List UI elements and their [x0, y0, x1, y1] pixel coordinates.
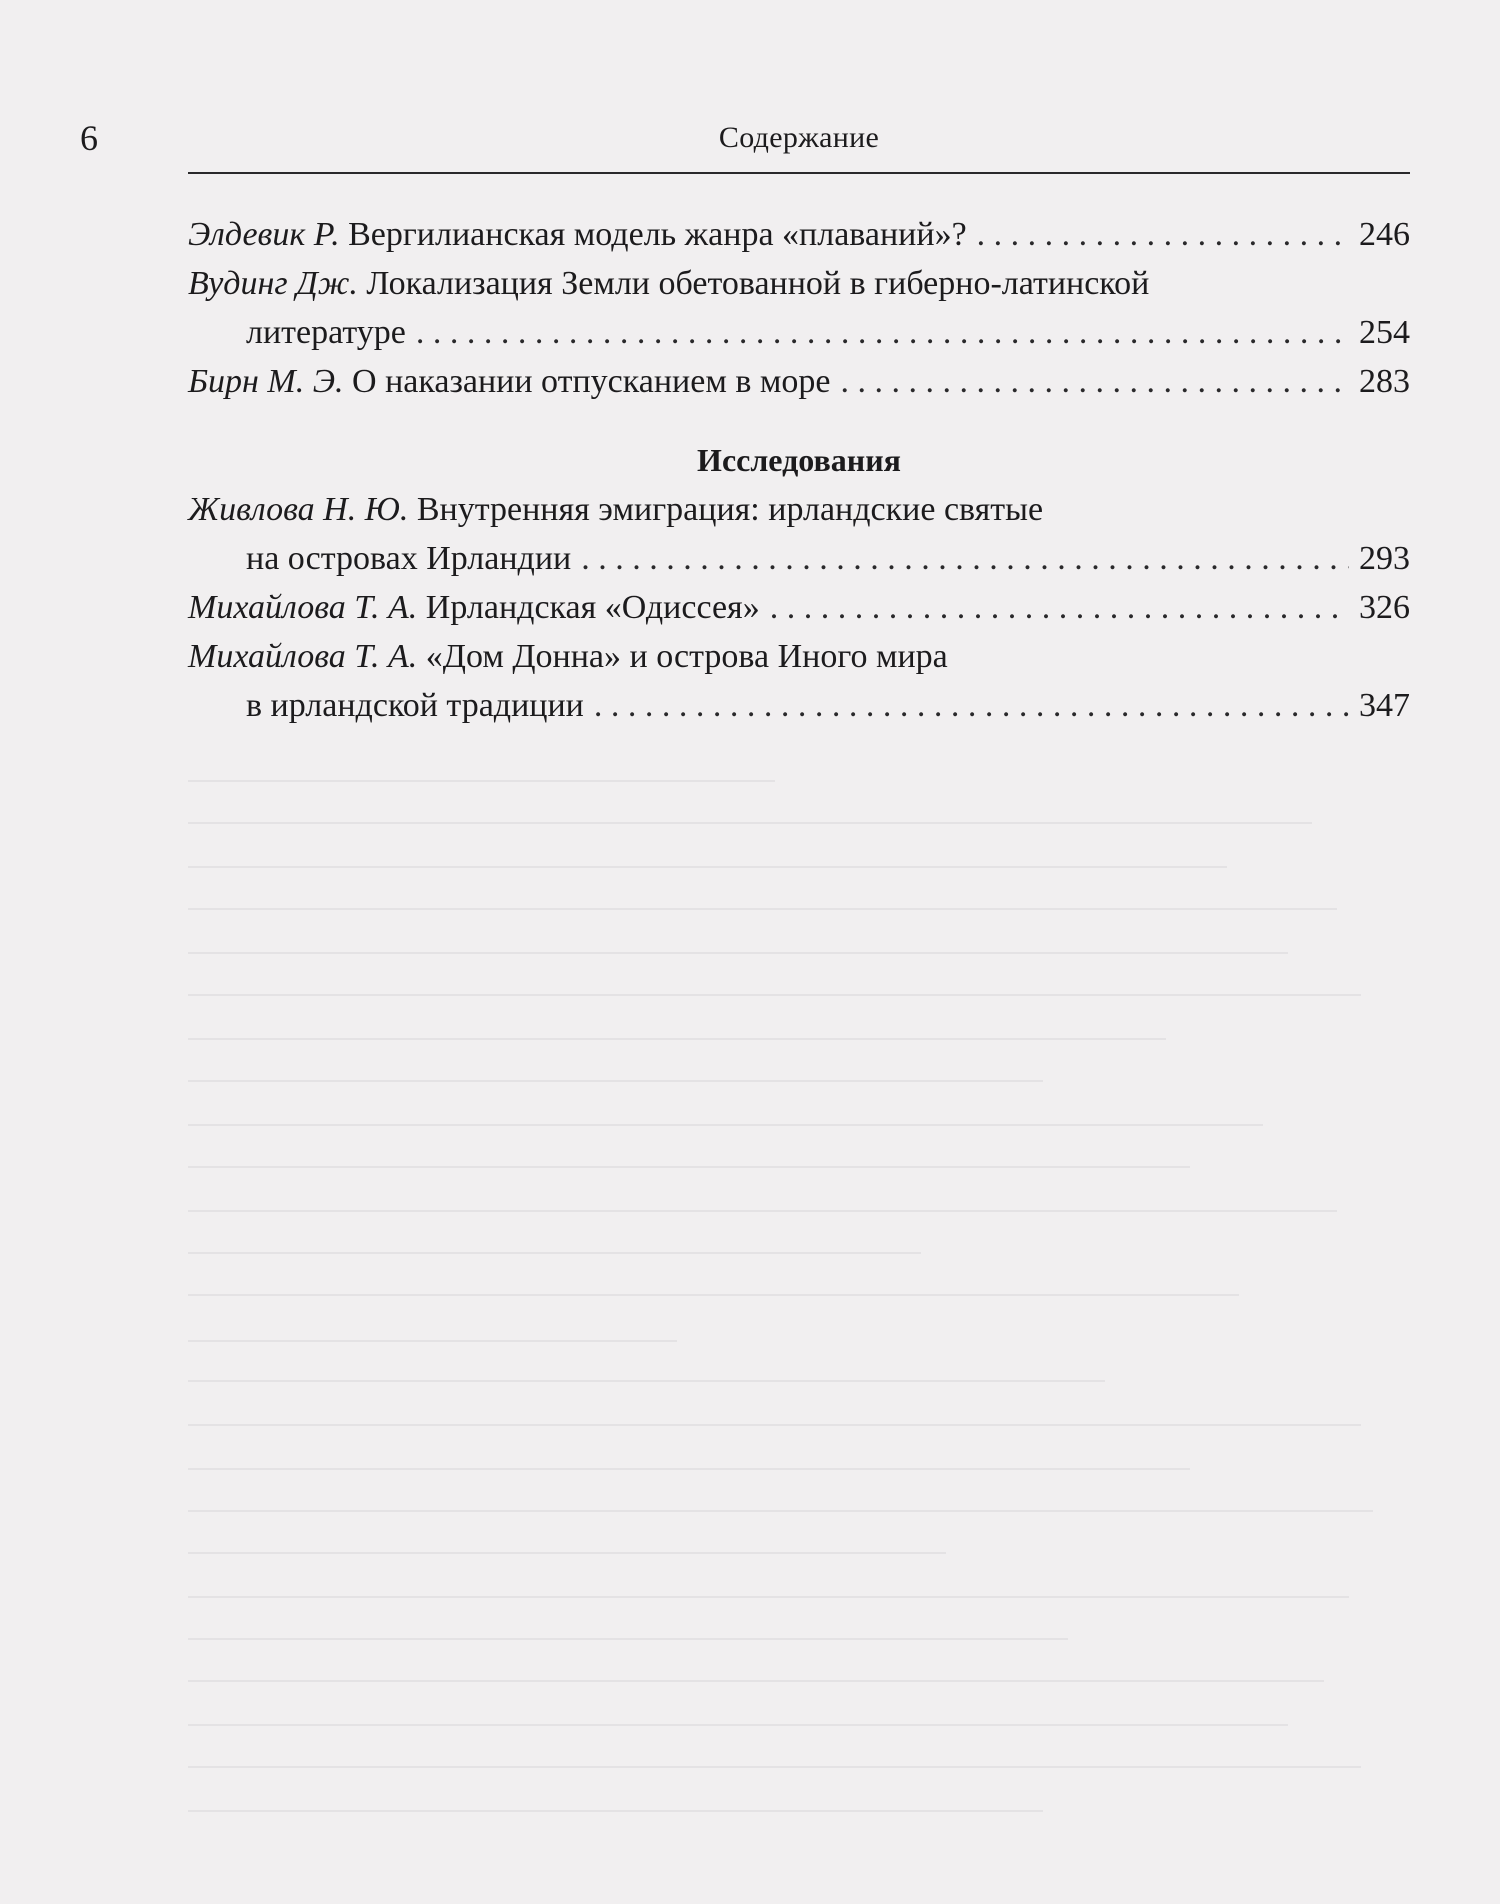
toc-entry-page: 283	[1359, 363, 1410, 400]
show-through-line	[188, 994, 1361, 996]
toc-entry-title: Живлова Н. Ю. Внутренняя эмиграция: ирландские святые	[188, 491, 1044, 528]
show-through-line	[188, 952, 1288, 954]
toc-entry[interactable]	[188, 632, 1410, 730]
show-through-line	[188, 1724, 1288, 1726]
page-number: 6	[80, 118, 98, 158]
toc-entry[interactable]	[188, 210, 1410, 259]
show-through-line	[188, 1810, 1043, 1812]
show-through-line	[188, 1340, 677, 1342]
toc-entry-page: 246	[1359, 216, 1410, 253]
toc-entry-author: Михайлова Т. А.	[188, 589, 418, 626]
dot-leader	[416, 308, 1349, 357]
show-through-line	[188, 1166, 1190, 1168]
show-through-line	[188, 1124, 1263, 1126]
show-through-line	[188, 1038, 1166, 1040]
table-of-contents	[188, 210, 1410, 730]
show-through-texture	[188, 780, 1410, 1880]
toc-entry-author: Элдевик Р.	[188, 216, 340, 253]
toc-entry-title: Вудинг Дж. Локализация Земли обетованной в гиберно-латинской	[188, 265, 1150, 302]
dot-leader	[977, 210, 1349, 259]
show-through-line	[188, 822, 1312, 824]
toc-entry-author: Живлова Н. Ю.	[188, 491, 409, 528]
toc-entry[interactable]	[188, 357, 1410, 406]
show-through-line	[188, 1424, 1361, 1426]
toc-entry-page: 254	[1359, 314, 1410, 351]
toc-entry-title: Элдевик Р. Вергилианская модель жанра «плаваний»?	[188, 216, 967, 253]
toc-entry-title-continued: на островах Ирландии	[246, 540, 572, 577]
show-through-line	[188, 1680, 1324, 1682]
header-rule	[188, 172, 1410, 174]
show-through-line	[188, 1380, 1105, 1382]
section-heading: Исследования	[697, 442, 901, 478]
show-through-line	[188, 1766, 1361, 1768]
toc-entry-title: Михайлова Т. А. Ирландская «Одиссея»	[188, 589, 760, 626]
toc-entry-author: Вудинг Дж.	[188, 265, 358, 302]
show-through-line	[188, 1510, 1373, 1512]
show-through-line	[188, 1080, 1043, 1082]
toc-entry-page: 347	[1359, 687, 1410, 724]
toc-entry[interactable]	[188, 485, 1410, 583]
toc-entry-page: 293	[1359, 540, 1410, 577]
show-through-line	[188, 908, 1337, 910]
running-title: Содержание	[718, 121, 880, 154]
toc-entry-author: Михайлова Т. А.	[188, 638, 418, 675]
toc-entry-title: Михайлова Т. А. «Дом Донна» и острова Иного мира	[188, 638, 948, 675]
toc-entry[interactable]	[188, 259, 1410, 357]
toc-entry-author: Бирн М. Э.	[188, 363, 344, 400]
dot-leader	[841, 357, 1349, 406]
show-through-line	[188, 1468, 1190, 1470]
show-through-line	[188, 1294, 1239, 1296]
dot-leader	[581, 534, 1349, 583]
toc-entry-title-continued: в ирландской традиции	[246, 687, 584, 724]
show-through-line	[188, 1252, 921, 1254]
show-through-line	[188, 866, 1227, 868]
toc-entry[interactable]	[188, 583, 1410, 632]
show-through-line	[188, 1210, 1337, 1212]
toc-entry-page: 326	[1359, 589, 1410, 626]
show-through-line	[188, 780, 775, 782]
toc-entry-title-continued: литературе	[246, 314, 406, 351]
show-through-line	[188, 1552, 946, 1554]
dot-leader	[594, 681, 1349, 730]
toc-entry-title: Бирн М. Э. О наказании отпусканием в море	[188, 363, 831, 400]
show-through-line	[188, 1596, 1349, 1598]
dot-leader	[770, 583, 1349, 632]
show-through-line	[188, 1638, 1068, 1640]
